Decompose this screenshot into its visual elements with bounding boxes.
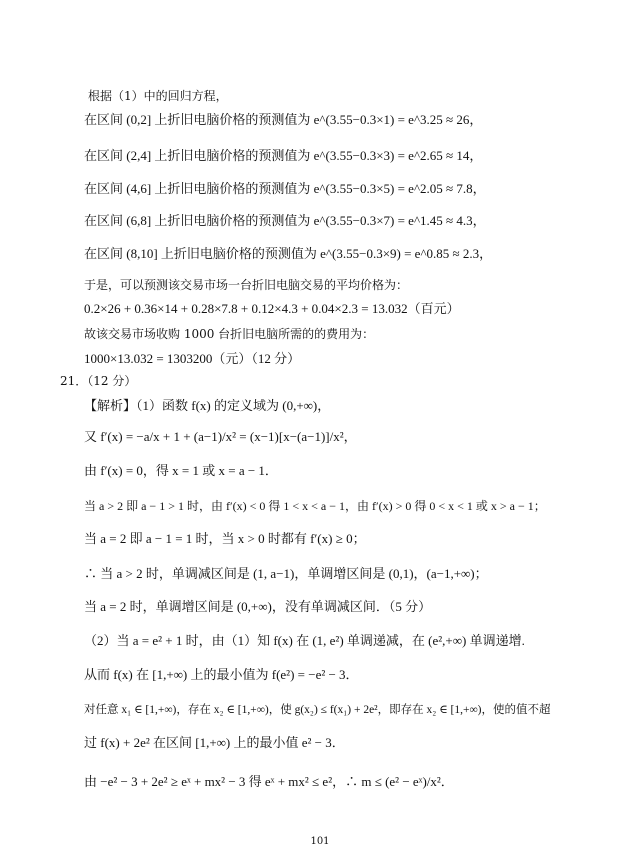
text-line	[0, 180, 640, 198]
line-20: 从而 f(x) 在 [1,+∞) 上的最小值为 f(e²) = −e² − 3．	[84, 667, 359, 682]
line-4: 在区间 (4,6] 上折旧电脑价格的预测值为 e^(3.55−0.3×5) = e^2.05 ≈ 7.8，	[84, 181, 486, 196]
line-15: 当 a > 2 即 a − 1 > 1 时，由 f′(x) < 0 得 1 < x < a − 1，由 f′(x) > 0 得 0 < x < 1 或 x > a − 1；	[84, 499, 546, 513]
text-line	[0, 734, 640, 752]
line-1: 根据（1）中的回归方程，	[88, 89, 228, 103]
text-line	[0, 632, 640, 650]
line-22: 过 f(x) + 2e² 在区间 [1,+∞) 上的最小值 e² − 3．	[84, 735, 345, 750]
line-10: 1000×13.032 = 1303200（元）（12 分）	[84, 351, 301, 366]
text-line	[0, 428, 640, 446]
line-9: 故该交易市场收购 1000 台折旧电脑所需的的费用为：	[84, 327, 375, 341]
line-16: 当 a = 2 即 a − 1 = 1 时，当 x > 0 时都有 f′(x) ≥ 0；	[84, 531, 366, 546]
text-line	[0, 276, 640, 294]
text-line	[0, 462, 640, 480]
text-line	[0, 598, 640, 616]
text-line	[0, 773, 640, 791]
line-5: 在区间 (6,8] 上折旧电脑价格的预测值为 e^(3.55−0.3×7) = e^1.45 ≈ 4.3，	[84, 213, 486, 228]
line-6: 在区间 (8,10] 上折旧电脑价格的预测值为 e^(3.55−0.3×9) = e^0.85 ≈ 2.3，	[84, 246, 493, 261]
text-line	[0, 350, 640, 368]
line-13: 又 f′(x) = −a/x + 1 + (a−1)/x² = (x−1)[x−(a−1)]/x²，	[84, 429, 357, 444]
text-line	[0, 701, 640, 719]
text-line	[0, 497, 640, 515]
line-12: 【解析】（1）函数 f(x) 的定义域为 (0,+∞)，	[84, 398, 331, 413]
line-19: （2）当 a = e² + 1 时，由（1）知 f(x) 在 (1, e²) 单调递减，在 (e²,+∞) 单调递增.	[84, 633, 525, 648]
question-heading: 21．（12 分）	[60, 374, 137, 388]
text-line	[0, 147, 640, 165]
line-23: 由 −e² − 3 + 2e² ≥ eˣ + mx² − 3 得 eˣ + mx² ≤ e²，∴ m ≤ (e² − eˣ)/x²．	[84, 774, 454, 789]
text-line	[0, 212, 640, 230]
text-line	[0, 565, 640, 583]
text-line	[0, 666, 640, 684]
line-18: 当 a = 2 时，单调增区间是 (0,+∞)，没有单调减区间．（5 分）	[84, 599, 432, 614]
line-7: 于是，可以预测该交易市场一台折旧电脑交易的平均价格为：	[84, 278, 409, 292]
line-14: 由 f′(x) = 0，得 x = 1 或 x = a − 1．	[84, 463, 278, 478]
text-line	[0, 325, 640, 343]
line-17: ∴ 当 a > 2 时，单调减区间是 (1, a−1)，单调增区间是 (0,1)，(a−1,+∞)；	[84, 566, 488, 581]
text-line	[0, 111, 640, 129]
text-line	[0, 87, 640, 105]
text-line	[0, 372, 640, 390]
line-21: 对任意 x₁ ∈ [1,+∞)，存在 x₂ ∈ [1,+∞)，使 g(x₂) ≤ f(x₁) + 2e²，即存在 x₂ ∈ [1,+∞)，使的值不超	[84, 704, 551, 716]
text-line	[0, 300, 640, 318]
line-8: 0.2×26 + 0.36×14 + 0.28×7.8 + 0.12×4.3 + 0.04×2.3 = 13.032（百元）	[84, 301, 460, 316]
line-2: 在区间 (0,2] 上折旧电脑价格的预测值为 e^(3.55−0.3×1) = e^3.25 ≈ 26，	[84, 112, 483, 127]
page-number: 101	[310, 836, 330, 847]
line-3: 在区间 (2,4] 上折旧电脑价格的预测值为 e^(3.55−0.3×3) = e^2.65 ≈ 14，	[84, 148, 483, 163]
text-line	[0, 245, 640, 263]
text-line	[0, 397, 640, 415]
text-line	[0, 530, 640, 548]
